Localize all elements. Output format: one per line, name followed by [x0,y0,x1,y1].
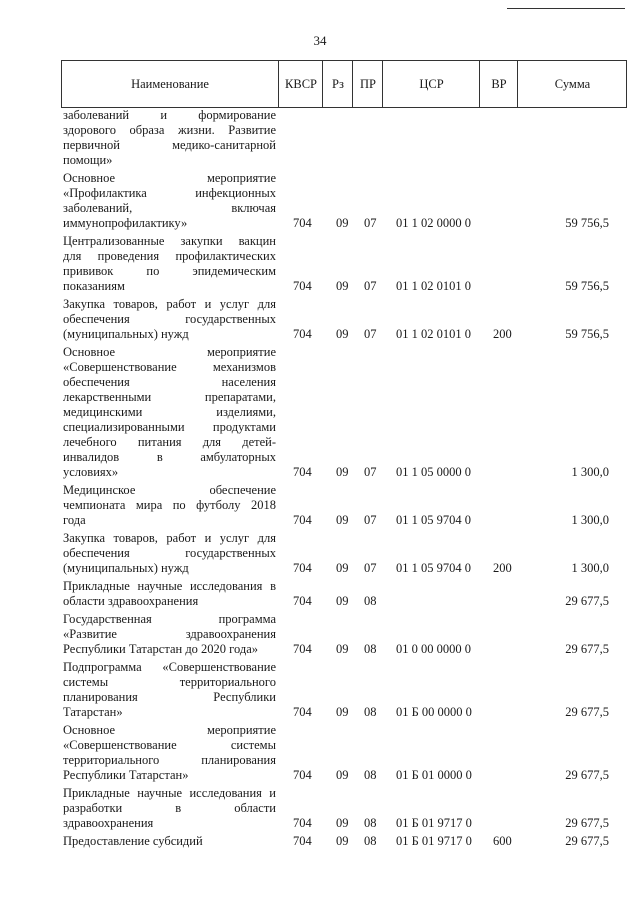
row-name [63,786,276,831]
header-csr: ЦСР [382,61,480,107]
row-vr: 200 [493,561,512,575]
row-vr: 200 [493,327,512,341]
row-name-line: Прикладные научные исследования и [63,786,276,800]
row-kvsr: 704 [293,768,312,782]
row-name-line: системы территориального [63,675,276,689]
row-pr: 08 [364,816,377,830]
row-name-line: первичной медико-санитарной [63,138,276,152]
row-name-line: Централизованные закупки вакцин [63,234,276,248]
table-row [61,483,627,528]
row-csr: 01 1 02 0000 0 [396,216,471,230]
table-header [61,60,627,108]
table-row [61,612,627,657]
row-rz: 09 [336,279,349,293]
row-name-line: Медицинское обеспечение [63,483,276,497]
row-name [63,171,276,231]
row-name-line: заболеваний, включая [63,201,276,215]
table-row [61,297,627,342]
row-name-line: обеспечения государственных [63,546,276,560]
row-pr: 08 [364,594,377,608]
row-rz: 09 [336,834,349,848]
row-name [63,834,276,849]
row-name [63,108,276,168]
row-name-line: помощи» [63,153,113,167]
row-rz: 09 [336,642,349,656]
row-sum: 1 300,0 [571,465,609,479]
row-kvsr: 704 [293,705,312,719]
row-name-line: Основное мероприятие [63,723,276,737]
row-name-line: заболеваний и формирование [63,108,276,122]
row-name-line: «Профилактика инфекционных [63,186,276,200]
header-vr: ВР [479,61,518,107]
row-csr: 01 1 02 0101 0 [396,279,471,293]
row-name-line: Прикладные научные исследования в [63,579,276,593]
row-name-line: иммунопрофилактику» [63,216,188,230]
row-sum: 29 677,5 [565,642,609,656]
row-pr: 08 [364,768,377,782]
row-csr: 01 Б 01 0000 0 [396,768,472,782]
table-row [61,834,627,849]
row-name [63,612,276,657]
table-row [61,234,627,294]
table-row [61,786,627,831]
row-kvsr: 704 [293,642,312,656]
row-name-line: обеспечения населения [63,375,276,389]
row-name-line: лечебного питания для детей- [63,435,276,449]
row-name [63,531,276,576]
row-name-line: года [63,513,86,527]
row-sum: 29 677,5 [565,705,609,719]
row-name-line: инвалидов в амбулаторных [63,450,276,464]
row-name-line: (муниципальных) нужд [63,561,189,575]
row-name-line: «Совершенствование системы [63,738,276,752]
row-name-line: обеспечения государственных [63,312,276,326]
row-pr: 07 [364,513,377,527]
row-name-line: лекарственными препаратами, [63,390,276,404]
table-row [61,171,627,231]
row-csr: 01 1 05 9704 0 [396,561,471,575]
header-pr: ПР [352,61,383,107]
row-sum: 1 300,0 [571,513,609,527]
row-kvsr: 704 [293,816,312,830]
header-rz: Рз [322,61,353,107]
row-kvsr: 704 [293,279,312,293]
row-name-line: разработки в области [63,801,276,815]
row-rz: 09 [336,768,349,782]
row-name-line: Основное мероприятие [63,171,276,185]
row-sum: 29 677,5 [565,816,609,830]
row-sum: 1 300,0 [571,561,609,575]
row-kvsr: 704 [293,513,312,527]
row-name [63,483,276,528]
row-rz: 09 [336,594,349,608]
row-name-line: территориального планирования [63,753,276,767]
row-name-line: Республики Татарстан до 2020 года» [63,642,259,656]
row-kvsr: 704 [293,216,312,230]
header-kvsr: КВСР [278,61,323,107]
row-name-line: здравоохранения [63,816,154,830]
row-name-line: планирования Республики [63,690,276,704]
row-sum: 29 677,5 [565,594,609,608]
row-sum: 29 677,5 [565,768,609,782]
row-csr: 01 1 02 0101 0 [396,327,471,341]
table-row [61,108,627,168]
header-name: Наименование [131,76,209,91]
row-name-line: чемпионата мира по футболу 2018 [63,498,276,512]
row-csr: 01 0 00 0000 0 [396,642,471,656]
row-pr: 07 [364,327,377,341]
table-row [61,531,627,576]
row-name-line: Подпрограмма «Совершенствование [63,660,276,674]
row-pr: 07 [364,216,377,230]
row-pr: 07 [364,465,377,479]
row-rz: 09 [336,705,349,719]
row-sum: 29 677,5 [565,834,609,848]
row-name-line: условиях» [63,465,119,479]
table-row [61,579,627,609]
row-rz: 09 [336,816,349,830]
row-rz: 09 [336,561,349,575]
row-name-line: «Развитие здравоохранения [63,627,276,641]
row-csr: 01 Б 01 9717 0 [396,834,472,848]
row-rz: 09 [336,327,349,341]
row-name-line: Татарстан» [63,705,123,719]
row-rz: 09 [336,513,349,527]
row-name-line: специализированными продуктами [63,420,276,434]
row-name-line: «Совершенствование механизмов [63,360,276,374]
row-sum: 59 756,5 [565,279,609,293]
header-sum: Сумма [517,61,627,107]
row-name-line: прививок по эпидемическим [63,264,276,278]
row-csr: 01 1 05 0000 0 [396,465,471,479]
row-name-line: Основное мероприятие [63,345,276,359]
top-rule [507,8,625,9]
table-row [61,345,627,480]
row-name [63,345,276,480]
row-name-line: для проведения профилактических [63,249,276,263]
row-name-line: медицинскими изделиями, [63,405,276,419]
row-rz: 09 [336,216,349,230]
row-name-line: Республики Татарстан» [63,768,189,782]
row-name-line: Предоставление субсидий [63,834,203,848]
row-name-line: показаниям [63,279,125,293]
row-name [63,660,276,720]
row-name-line: Закупка товаров, работ и услуг для [63,531,276,545]
row-name [63,579,276,609]
row-kvsr: 704 [293,327,312,341]
row-sum: 59 756,5 [565,216,609,230]
row-pr: 08 [364,834,377,848]
row-csr: 01 1 05 9704 0 [396,513,471,527]
row-name-line: области здравоохранения [63,594,199,608]
row-name [63,297,276,342]
row-pr: 07 [364,279,377,293]
table-row [61,723,627,783]
page-number: 34 [313,33,327,48]
row-name-line: (муниципальных) нужд [63,327,189,341]
row-name-line: здорового образа жизни. Развитие [63,123,276,137]
row-csr: 01 Б 01 9717 0 [396,816,472,830]
row-pr: 08 [364,705,377,719]
row-csr: 01 Б 00 0000 0 [396,705,472,719]
row-kvsr: 704 [293,834,312,848]
row-name-line: Закупка товаров, работ и услуг для [63,297,276,311]
row-kvsr: 704 [293,594,312,608]
row-pr: 07 [364,561,377,575]
row-name [63,723,276,783]
row-name-line: Государственная программа [63,612,276,626]
row-sum: 59 756,5 [565,327,609,341]
row-pr: 08 [364,642,377,656]
row-rz: 09 [336,465,349,479]
row-kvsr: 704 [293,561,312,575]
table-row [61,660,627,720]
row-kvsr: 704 [293,465,312,479]
row-vr: 600 [493,834,512,848]
row-name [63,234,276,294]
